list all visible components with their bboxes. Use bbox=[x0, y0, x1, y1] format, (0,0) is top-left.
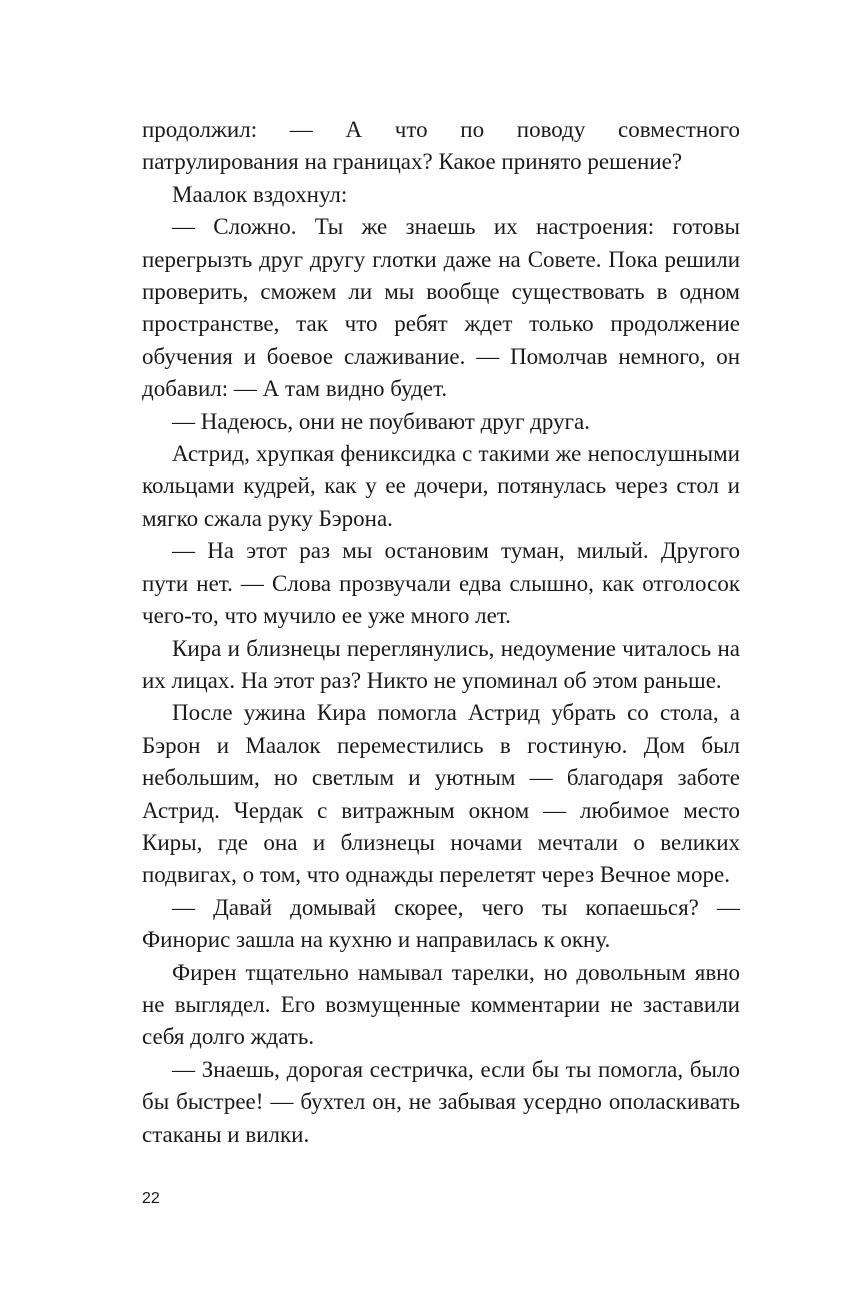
paragraph-dialogue: — Надеюсь, они не поубивают друг друга. bbox=[172, 408, 590, 434]
paragraph: Кира и близнецы переглянулись, недоумение читалось на их лицах. На этот раз? Никто не упоминал об этом раньше. bbox=[142, 635, 740, 693]
page-number: 22 bbox=[142, 1190, 160, 1207]
paragraph-dialogue: — Сложно. Ты же знаешь их настроения: готовы перегрызть друг другу глотки даже на Совете. Пока решили проверить, сможем ли мы вообще существовать в одном пространстве, так что ребят ждет только продолжение обучения и боевое слаживание. — Помолчав немного, он добавил: — А там видно будет. bbox=[142, 214, 740, 402]
paragraph-dialogue: — Давай домывай скорее, чего ты копаешься? — Финорис зашла на кухню и направилась к окну. bbox=[142, 894, 740, 953]
paragraph-continuation: продолжил: — А что по поводу совместного патрулирования на границах? Какое принято решение? bbox=[142, 117, 740, 175]
paragraph: Астрид, хрупкая фениксидка с такими же непослушными кольцами кудрей, как у ее дочери, потянулась через стол и мягко сжала руку Бэрона. bbox=[142, 441, 740, 531]
body-text bbox=[142, 114, 740, 1151]
paragraph-dialogue: — Знаешь, дорогая сестричка, если бы ты помогла, было бы быстрее! — бухтел он, не забывая усердно ополаскивать стаканы и вилки. bbox=[142, 1056, 740, 1147]
paragraph: Маалок вздохнул: bbox=[172, 181, 348, 207]
paragraph: Фирен тщательно намывал тарелки, но довольным явно не выглядел. Его возмущенные комментарии не заставили себя долго ждать. bbox=[142, 959, 740, 1050]
paragraph-dialogue: — На этот раз мы остановим туман, милый. Другого пути нет. — Слова прозвучали едва слышно, как отголосок чего-то, что мучило ее уже много лет. bbox=[142, 538, 740, 629]
paragraph: После ужина Кира помогла Астрид убрать со стола, а Бэрон и Маалок переместились в гостиную. Дом был небольшим, но светлым и уютным — благодаря заботе Астрид. Чердак с витражным окном — любимое место Киры, где она и близнецы ночами мечтали о великих подвигах, о том, что однажды перелетят через Вечное море. bbox=[142, 700, 740, 888]
